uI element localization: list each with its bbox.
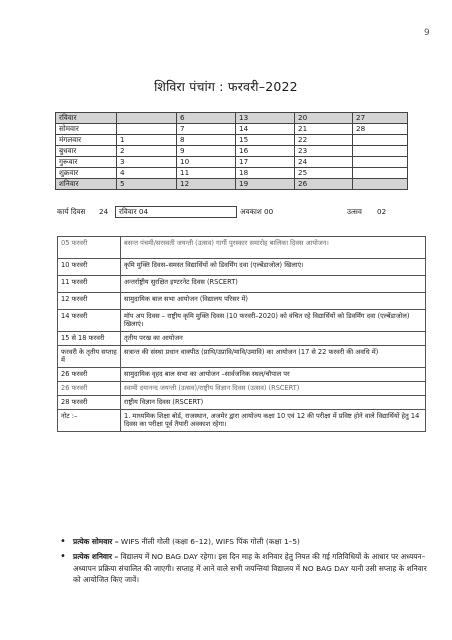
event-date: 28 फरवरी	[58, 396, 121, 410]
calendar-cell: 10	[177, 157, 236, 168]
event-text: 1. माध्यमिक शिक्षा बोर्ड, राजस्थान, अजमेर द्वारा आयोज्य कक्षा 10 एवं 12 की परीक्षा में प्रविष्ट होने वाले विद्यार्थियों हेतु 14 दिवस का परीक्षा पूर्व तैयारी अवकाश रहेगा।	[121, 410, 426, 432]
event-text: कृमि मुक्ति दिवस–समस्त विद्यार्थियों को डिवर्मिंग दवा (एल्बेंडाजोल) खिलाएं।	[121, 259, 426, 276]
calendar-row	[56, 113, 408, 124]
bullet-item	[60, 551, 430, 585]
calendar-cell: 13	[236, 113, 295, 124]
event-text: स्वामी दयानन्द जयन्ती (उत्सव)/राष्ट्रीय विज्ञान दिवस (उत्सव) (RSCERT)	[121, 382, 426, 396]
event-row	[58, 332, 426, 346]
event-row	[58, 382, 426, 396]
event-row	[58, 346, 426, 368]
bullet-dot-icon: •	[60, 536, 66, 547]
calendar-cell: 8	[177, 135, 236, 146]
bullet-item	[60, 536, 430, 547]
utsav-label: उत्सव	[347, 207, 362, 216]
calendar-cell	[353, 146, 408, 157]
karya-divas-value: 24	[99, 207, 109, 216]
calendar-cell	[353, 157, 408, 168]
event-row	[58, 368, 426, 382]
bullet-lead: प्रत्येक सोमवार –	[73, 537, 119, 546]
calendar-cell: 6	[177, 113, 236, 124]
calendar-row	[56, 135, 408, 146]
event-date: 05 फरवरी	[58, 237, 121, 259]
calendar-day: गुरूवार	[56, 157, 117, 168]
calendar-cell: 7	[177, 124, 236, 135]
calendar-cell: 4	[117, 168, 177, 179]
calendar-cell: 2	[117, 146, 177, 157]
bullet-text: विद्यालय में NO BAG DAY रहेगा। इस दिन माह के शनिवार हेतु नियत की गई गतिविधियों के आधार पर अध्ययन–अध्यापन प्रक्रिया संचालित की जाएगी। सप्ताह में आने वाले सभी जयन्तियां विद्यालय में NO BAG DAY यानी उसी सप्ताह के शनिवार को आयोजित किए जावें।	[73, 552, 427, 585]
karya-divas-label: कार्य दिवस	[57, 207, 86, 216]
event-date: 15 से 18 फरवरी	[58, 332, 121, 346]
event-row	[58, 237, 426, 259]
calendar-table	[55, 112, 408, 190]
calendar-cell: 19	[236, 179, 295, 190]
bullet-lead: प्रत्येक शनिवार –	[73, 552, 119, 562]
calendar-cell: 25	[295, 168, 353, 179]
event-text: सत्रान्त की संस्था प्रधान वाक्पीठ (प्राथि/उप्रावि/मावि/उमावि) का आयोजन (17 से 22 फरवरी की अवधि में)	[121, 346, 426, 368]
calendar-cell	[117, 113, 177, 124]
page-title: शिविरा पंचांग : फरवरी–2022	[154, 79, 298, 94]
event-date: फरवरी के तृतीय सप्ताह में	[58, 346, 121, 368]
event-row	[58, 276, 426, 293]
calendar-cell: 9	[177, 146, 236, 157]
calendar-cell: 18	[236, 168, 295, 179]
calendar-cell: 20	[295, 113, 353, 124]
calendar-day: शुक्रवार	[56, 168, 117, 179]
event-text: सामुदायिक वृहद बाल सभा का आयोजन –सार्वजनिक स्थल/चौपाल पर	[121, 368, 426, 382]
ravivar-count: रविवार 04	[119, 207, 149, 216]
page-number: 9	[424, 28, 430, 38]
calendar-row	[56, 124, 408, 135]
calendar-row	[56, 179, 408, 190]
event-text: मॉप अप दिवस – राष्ट्रीय कृमि मुक्ति दिवस (10 फरवरी–2020) को वंचित रहे विद्यार्थियों को डिवर्मिंग दवा (एल्बेंडाजोल) खिलाएं।	[121, 310, 426, 332]
event-date: 12 फरवरी	[58, 293, 121, 310]
event-text: तृतीय परख का आयोजन	[121, 332, 426, 346]
calendar-cell: 26	[295, 179, 353, 190]
avkash-count: अवकाश 00	[240, 207, 274, 216]
calendar-day: शनिवार	[56, 179, 117, 190]
event-row	[58, 310, 426, 332]
calendar-row	[56, 157, 408, 168]
calendar-cell: 22	[295, 135, 353, 146]
event-date: 10 फरवरी	[58, 259, 121, 276]
calendar-row	[56, 146, 408, 157]
calendar-cell: 12	[177, 179, 236, 190]
calendar-day: रविवार	[56, 113, 117, 124]
calendar-day: मंगलवार	[56, 135, 117, 146]
working-days-summary	[57, 207, 402, 217]
event-text: अन्तर्राष्ट्रीय सुरक्षित इण्टरनेट दिवस (RSCERT)	[121, 276, 426, 293]
event-row	[58, 293, 426, 310]
calendar-day: सोमवार	[56, 124, 117, 135]
calendar-cell: 16	[236, 146, 295, 157]
calendar-cell: 28	[353, 124, 408, 135]
event-text: राष्ट्रीय विज्ञान दिवस (RSCERT)	[121, 396, 426, 410]
utsav-value: 02	[377, 207, 387, 216]
bullet-text: WIFS नीली गोली (कक्षा 6–12), WIFS पिंक गोली (कक्षा 1–5)	[120, 537, 300, 546]
event-row	[58, 396, 426, 410]
calendar-cell	[353, 179, 408, 190]
calendar-cell: 3	[117, 157, 177, 168]
event-date: 26 फरवरी	[58, 368, 121, 382]
calendar-cell	[117, 124, 177, 135]
calendar-cell: 24	[295, 157, 353, 168]
event-text: सामुदायिक बाल सभा आयोजन (विद्यालय परिसर में)	[121, 293, 426, 310]
bullet-notes	[60, 536, 430, 586]
calendar-cell	[353, 135, 408, 146]
event-date: 11 फरवरी	[58, 276, 121, 293]
calendar-cell	[353, 168, 408, 179]
calendar-row	[56, 168, 408, 179]
calendar-cell: 27	[353, 113, 408, 124]
calendar-cell: 15	[236, 135, 295, 146]
event-date: 14 फरवरी	[58, 310, 121, 332]
calendar-cell: 14	[236, 124, 295, 135]
event-date: नोट :–	[58, 410, 121, 432]
calendar-day: बुधवार	[56, 146, 117, 157]
event-row	[58, 259, 426, 276]
calendar-cell: 11	[177, 168, 236, 179]
event-date: 26 फरवरी	[58, 382, 121, 396]
events-table	[57, 236, 426, 432]
calendar-cell: 5	[117, 179, 177, 190]
calendar-cell: 21	[295, 124, 353, 135]
event-row	[58, 410, 426, 432]
calendar-cell: 17	[236, 157, 295, 168]
bullet-dot-icon: •	[60, 551, 66, 563]
event-text: बसन्त पंचमी/सरस्वती जयन्ती (उत्सव) गार्गी पुरस्कार समारोह बालिका दिवस आयोजन।	[121, 237, 426, 259]
calendar-cell: 23	[295, 146, 353, 157]
calendar-cell: 1	[117, 135, 177, 146]
